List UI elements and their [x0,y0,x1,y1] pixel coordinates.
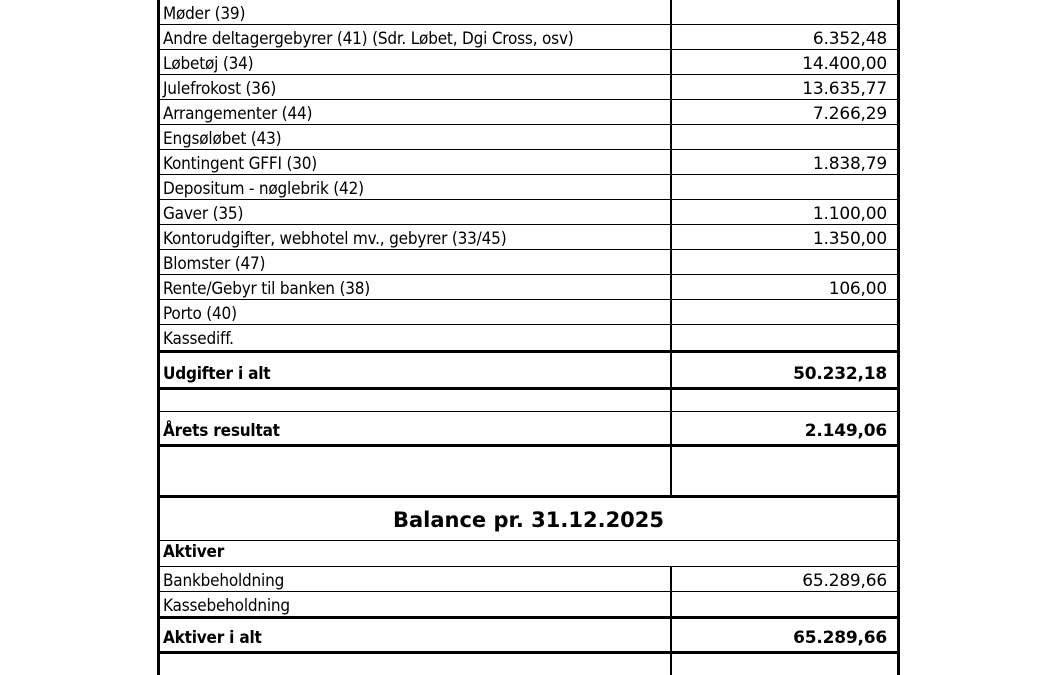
row-amount: 65.289,66 [802,571,887,591]
assets-total-row [160,619,897,651]
row-amount: 1.350,00 [812,229,887,249]
expense-row [160,225,897,250]
column-divider [670,412,672,444]
row-label: Bankbeholdning [163,571,285,591]
row-amount: 6.352,48 [812,29,887,49]
row-amount: 14.400,00 [802,54,887,74]
row-label: Engsøløbet (43) [163,129,282,149]
empty-row [160,654,897,675]
column-divider [670,619,672,651]
column-divider [670,200,672,225]
column-divider [670,654,672,675]
column-divider [670,300,672,325]
expense-row [160,75,897,100]
row-label: Løbetøj (34) [163,54,254,74]
row-amount: 13.635,77 [802,79,887,99]
row-amount: 2.149,06 [804,421,887,441]
column-divider [670,275,672,300]
row-amount: 1.100,00 [812,204,887,224]
empty-row [160,447,897,495]
balance-title: Balance pr. 31.12.2025 [392,508,665,532]
row-amount: 7.266,29 [812,104,887,124]
row-label: Gaver (35) [163,204,244,224]
column-divider [670,567,672,592]
column-divider [670,0,672,25]
column-divider [670,325,672,350]
column-divider [670,75,672,100]
row-label: Julefrokost (36) [163,79,277,99]
expense-row [160,275,897,300]
row-label: Årets resultat [163,421,280,441]
column-divider [670,175,672,200]
expense-row [160,125,897,150]
expense-row [160,100,897,125]
assets-section-heading [160,541,897,565]
row-label: Kassediff. [163,329,234,349]
row-amount: 50.232,18 [793,364,887,384]
empty-row [160,390,897,412]
row-divider [160,495,897,498]
expense-row [160,325,897,350]
column-divider [670,25,672,50]
expense-row [160,300,897,325]
expense-row [160,50,897,75]
column-divider [670,150,672,175]
row-label: Porto (40) [163,304,237,324]
row-label: Depositum - nøglebrik (42) [163,179,364,199]
expense-row [160,0,897,25]
row-label: Kassebeholdning [163,596,290,616]
expense-row [160,175,897,200]
column-divider [670,250,672,275]
asset-row [160,592,897,617]
column-divider [670,390,672,412]
row-label: Møder (39) [163,4,246,24]
column-divider [670,592,672,617]
row-label: Aktiver [163,542,225,562]
row-label: Kontingent GFFI (30) [163,154,318,174]
expense-row [160,150,897,175]
row-label: Blomster (47) [163,254,266,274]
row-label: Udgifter i alt [163,364,271,384]
column-divider [670,353,672,387]
row-label: Kontorudgifter, webhotel mv., gebyrer (33/45) [163,229,507,249]
column-divider [670,447,672,495]
column-divider [670,225,672,250]
column-divider [670,125,672,150]
column-divider [670,100,672,125]
row-label: Andre deltagergebyrer (41) (Sdr. Løbet, Dgi Cross, osv) [163,29,574,49]
row-label: Arrangementer (44) [163,104,313,124]
expense-row [160,250,897,275]
row-amount: 106,00 [828,279,887,299]
year-result-row [160,412,897,444]
row-amount: 65.289,66 [793,628,887,648]
column-divider [670,50,672,75]
row-label: Aktiver i alt [163,628,262,648]
row-label: Rente/Gebyr til banken (38) [163,279,371,299]
expense-row [160,25,897,50]
financial-statement-sheet [157,0,900,675]
expense-row [160,200,897,225]
asset-row [160,567,897,592]
row-amount: 1.838,79 [812,154,887,174]
expenses-total-row [160,353,897,387]
